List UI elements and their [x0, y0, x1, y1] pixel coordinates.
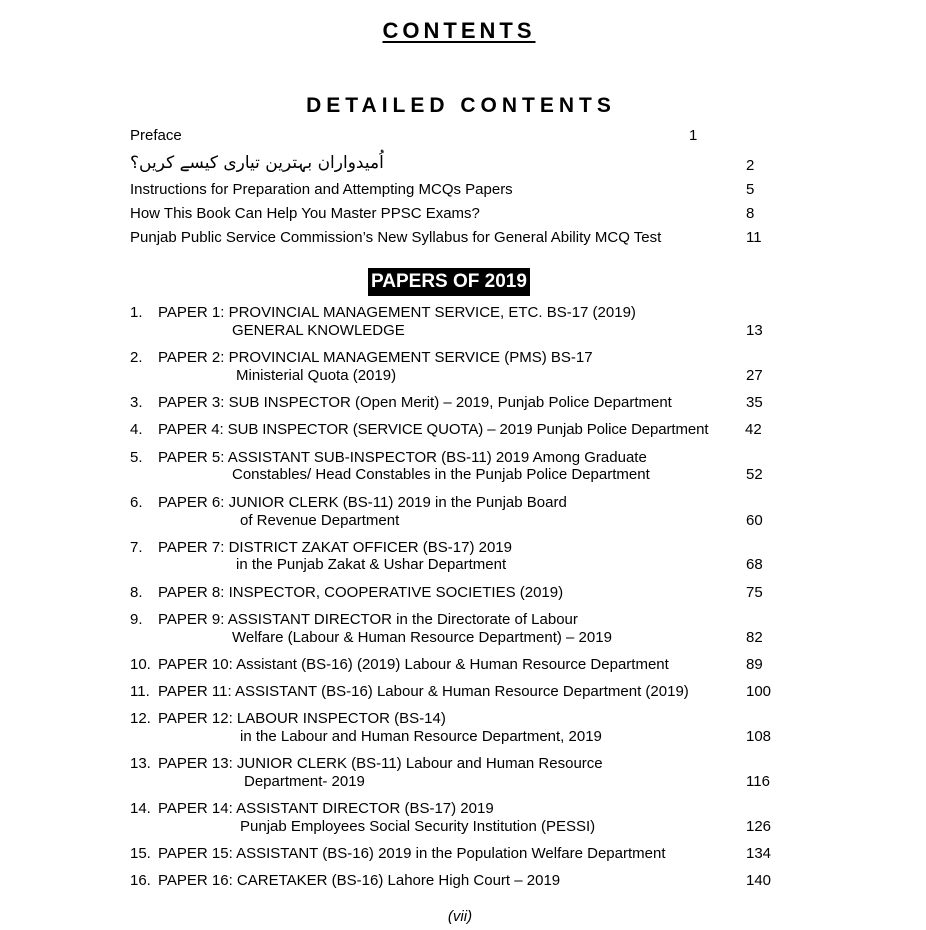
paper-number: 3. [130, 394, 143, 411]
paper-title: PAPER 8: INSPECTOR, COOPERATIVE SOCIETIES (2019) [158, 584, 564, 601]
paper-subtitle: in the Labour and Human Resource Department, 2019 [240, 728, 602, 745]
paper-subtitle: Welfare (Labour & Human Resource Department) – 2019 [232, 629, 612, 646]
paper-number: 15. [130, 845, 151, 862]
front-matter-page: 5 [746, 181, 755, 198]
paper-page: 108 [746, 728, 772, 745]
paper-number: 14. [130, 800, 151, 817]
paper-title: PAPER 1: PROVINCIAL MANAGEMENT SERVICE, ETC. BS-17 (2019) [158, 304, 636, 321]
paper-title: PAPER 12: LABOUR INSPECTOR (BS-14) [158, 710, 446, 727]
front-matter-page: 8 [746, 205, 755, 222]
paper-subtitle: GENERAL KNOWLEDGE [232, 322, 405, 339]
paper-number: 10. [130, 656, 151, 673]
paper-title: PAPER 5: ASSISTANT SUB-INSPECTOR (BS-11) 2019 Among Graduate [158, 449, 647, 466]
paper-number: 6. [130, 494, 143, 511]
paper-page: 116 [746, 773, 770, 790]
paper-number: 11. [130, 683, 150, 700]
page-number-footer: (vii) [447, 908, 473, 925]
paper-number: 1. [130, 304, 143, 321]
paper-page: 60 [746, 512, 763, 529]
paper-page: 52 [746, 466, 763, 483]
front-matter-page: 1 [689, 127, 698, 144]
paper-page: 35 [746, 394, 763, 411]
paper-title: PAPER 16: CARETAKER (BS-16) Lahore High Court – 2019 [158, 872, 561, 889]
front-matter-page: 11 [746, 229, 762, 246]
paper-title: PAPER 4: SUB INSPECTOR (SERVICE QUOTA) – 2019 Punjab Police Department [158, 421, 709, 438]
paper-title: PAPER 9: ASSISTANT DIRECTOR in the Directorate of Labour [158, 611, 578, 628]
paper-page: 82 [746, 629, 763, 646]
paper-title: PAPER 15: ASSISTANT (BS-16) 2019 in the Population Welfare Department [158, 845, 666, 862]
paper-page: 42 [745, 421, 762, 438]
paper-number: 12. [130, 710, 151, 727]
paper-number: 9. [130, 611, 143, 628]
paper-subtitle: in the Punjab Zakat & Ushar Department [236, 556, 507, 573]
front-matter-title: Instructions for Preparation and Attempting MCQs Papers [130, 181, 513, 198]
paper-title: PAPER 13: JUNIOR CLERK (BS-11) Labour and Human Resource [158, 755, 603, 772]
paper-title: PAPER 2: PROVINCIAL MANAGEMENT SERVICE (PMS) BS-17 [158, 349, 593, 366]
paper-subtitle: Punjab Employees Social Security Institution (PESSI) [240, 818, 596, 835]
front-matter-page: 2 [746, 157, 755, 174]
front-matter-title: Punjab Public Service Commission’s New Syllabus for General Ability MCQ Test [130, 229, 662, 246]
paper-page: 68 [746, 556, 763, 573]
paper-number: 16. [130, 872, 151, 889]
paper-title: PAPER 7: DISTRICT ZAKAT OFFICER (BS-17) 2019 [158, 539, 512, 556]
front-matter-title: How This Book Can Help You Master PPSC Exams? [130, 205, 480, 222]
paper-page: 27 [746, 367, 763, 384]
paper-page: 89 [746, 656, 763, 673]
paper-number: 2. [130, 349, 143, 366]
paper-subtitle: Department- 2019 [244, 773, 365, 790]
paper-page: 134 [746, 845, 772, 862]
paper-title: PAPER 10: Assistant (BS-16) (2019) Labour & Human Resource Department [158, 656, 669, 673]
paper-page: 75 [746, 584, 763, 601]
contents-title: CONTENTS [382, 18, 536, 43]
paper-page: 126 [746, 818, 772, 835]
paper-title: PAPER 3: SUB INSPECTOR (Open Merit) – 2019, Punjab Police Department [158, 394, 672, 411]
paper-page: 140 [746, 872, 772, 889]
paper-number: 7. [130, 539, 143, 556]
front-matter-title-urdu: اُمیدواران بہترین تیاری کیسے کریں؟ [130, 153, 384, 173]
detailed-contents-title: DETAILED CONTENTS [306, 94, 616, 117]
paper-number: 13. [130, 755, 151, 772]
section-heading: PAPERS OF 2019 [368, 268, 530, 296]
paper-subtitle: Ministerial Quota (2019) [236, 367, 397, 384]
paper-title: PAPER 11: ASSISTANT (BS-16) Labour & Human Resource Department (2019) [158, 683, 689, 700]
paper-title: PAPER 6: JUNIOR CLERK (BS-11) 2019 in the Punjab Board [158, 494, 567, 511]
paper-subtitle: of Revenue Department [240, 512, 400, 529]
paper-number: 4. [130, 421, 143, 438]
paper-page: 100 [746, 683, 772, 700]
paper-subtitle: Constables/ Head Constables in the Punjab Police Department [232, 466, 650, 483]
paper-page: 13 [746, 322, 763, 339]
front-matter-title: Preface [130, 127, 182, 144]
paper-number: 5. [130, 449, 143, 466]
paper-title: PAPER 14: ASSISTANT DIRECTOR (BS-17) 2019 [158, 800, 494, 817]
paper-number: 8. [130, 584, 143, 601]
